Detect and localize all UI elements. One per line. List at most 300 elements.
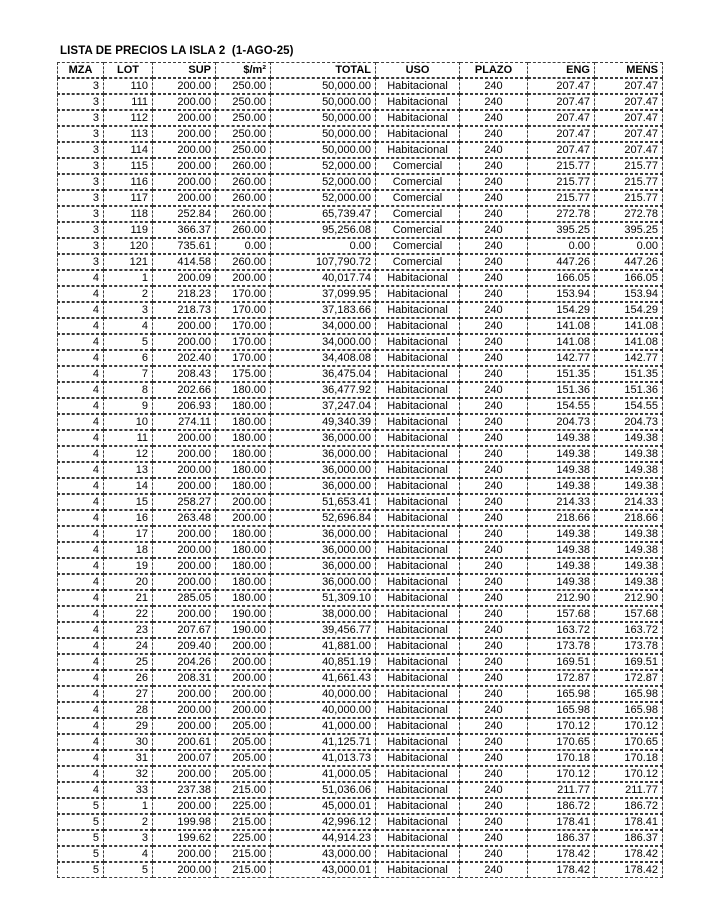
- cell-mens: 149.38: [595, 430, 663, 446]
- cell-sup: 199.98: [153, 814, 216, 830]
- cell-mza: 4: [57, 446, 104, 462]
- cell-plazo: 240: [460, 142, 528, 158]
- cell-plazo: 240: [460, 750, 528, 766]
- cell-lot: 5: [104, 334, 153, 350]
- cell-pm2: 175.00: [216, 366, 271, 382]
- cell-eng: 272.78: [528, 206, 595, 222]
- cell-plazo: 240: [460, 222, 528, 238]
- cell-total: 49,340.39: [271, 414, 376, 430]
- cell-total: 44,914.23: [271, 830, 376, 846]
- column-header-total: TOTAL: [271, 62, 376, 78]
- cell-uso: Habitacional: [376, 558, 460, 574]
- cell-pm2: 170.00: [216, 350, 271, 366]
- cell-plazo: 240: [460, 702, 528, 718]
- table-row: [57, 766, 663, 782]
- cell-total: 37,247.04: [271, 398, 376, 414]
- cell-uso: Habitacional: [376, 862, 460, 878]
- cell-lot: 116: [104, 174, 153, 190]
- cell-total: 40,017.74: [271, 270, 376, 286]
- cell-sup: 200.61: [153, 734, 216, 750]
- cell-total: 51,309.10: [271, 590, 376, 606]
- cell-sup: 200.00: [153, 862, 216, 878]
- cell-mens: 207.47: [595, 94, 663, 110]
- cell-lot: 33: [104, 782, 153, 798]
- cell-sup: 208.31: [153, 670, 216, 686]
- cell-eng: 447.26: [528, 254, 595, 270]
- cell-total: 42,996.12: [271, 814, 376, 830]
- cell-uso: Habitacional: [376, 622, 460, 638]
- cell-plazo: 240: [460, 622, 528, 638]
- cell-pm2: 260.00: [216, 222, 271, 238]
- cell-mens: 212.90: [595, 590, 663, 606]
- cell-pm2: 180.00: [216, 382, 271, 398]
- cell-mza: 4: [57, 286, 104, 302]
- cell-sup: 200.00: [153, 110, 216, 126]
- table-row: [57, 606, 663, 622]
- cell-eng: 170.12: [528, 718, 595, 734]
- cell-mens: 207.47: [595, 126, 663, 142]
- cell-sup: 237.38: [153, 782, 216, 798]
- cell-pm2: 180.00: [216, 430, 271, 446]
- cell-plazo: 240: [460, 318, 528, 334]
- table-row: [57, 814, 663, 830]
- cell-mens: 149.38: [595, 478, 663, 494]
- cell-total: 40,851.19: [271, 654, 376, 670]
- cell-sup: 200.00: [153, 702, 216, 718]
- cell-sup: 209.40: [153, 638, 216, 654]
- cell-mens: 149.38: [595, 558, 663, 574]
- cell-mza: 3: [57, 222, 104, 238]
- cell-lot: 9: [104, 398, 153, 414]
- cell-mza: 4: [57, 718, 104, 734]
- cell-pm2: 215.00: [216, 782, 271, 798]
- cell-uso: Habitacional: [376, 446, 460, 462]
- cell-eng: 212.90: [528, 590, 595, 606]
- table-row: [57, 510, 663, 526]
- cell-plazo: 240: [460, 670, 528, 686]
- cell-mza: 4: [57, 590, 104, 606]
- cell-pm2: 260.00: [216, 254, 271, 270]
- cell-mens: 186.72: [595, 798, 663, 814]
- cell-mza: 4: [57, 270, 104, 286]
- cell-total: 0.00: [271, 238, 376, 254]
- cell-pm2: 250.00: [216, 110, 271, 126]
- cell-eng: 173.78: [528, 638, 595, 654]
- cell-uso: Habitacional: [376, 670, 460, 686]
- cell-uso: Habitacional: [376, 814, 460, 830]
- cell-uso: Habitacional: [376, 750, 460, 766]
- cell-pm2: 170.00: [216, 302, 271, 318]
- cell-lot: 117: [104, 190, 153, 206]
- cell-sup: 218.23: [153, 286, 216, 302]
- cell-pm2: 180.00: [216, 526, 271, 542]
- cell-uso: Habitacional: [376, 126, 460, 142]
- cell-mens: 157.68: [595, 606, 663, 622]
- cell-mza: 4: [57, 782, 104, 798]
- cell-plazo: 240: [460, 830, 528, 846]
- cell-mza: 4: [57, 366, 104, 382]
- cell-uso: Habitacional: [376, 270, 460, 286]
- table-row: [57, 846, 663, 862]
- cell-mens: 215.77: [595, 158, 663, 174]
- table-row: [57, 142, 663, 158]
- cell-sup: 199.62: [153, 830, 216, 846]
- cell-sup: 258.27: [153, 494, 216, 510]
- cell-total: 36,000.00: [271, 446, 376, 462]
- cell-lot: 13: [104, 462, 153, 478]
- cell-sup: 200.00: [153, 846, 216, 862]
- cell-mens: 165.98: [595, 702, 663, 718]
- cell-total: 52,696.84: [271, 510, 376, 526]
- cell-mens: 165.98: [595, 686, 663, 702]
- cell-pm2: 180.00: [216, 462, 271, 478]
- cell-eng: 149.38: [528, 462, 595, 478]
- cell-eng: 141.08: [528, 334, 595, 350]
- cell-sup: 200.00: [153, 606, 216, 622]
- cell-mens: 207.47: [595, 110, 663, 126]
- cell-plazo: 240: [460, 862, 528, 878]
- cell-uso: Habitacional: [376, 286, 460, 302]
- cell-mza: 4: [57, 398, 104, 414]
- cell-mens: 0.00: [595, 238, 663, 254]
- cell-eng: 395.25: [528, 222, 595, 238]
- cell-sup: 414.58: [153, 254, 216, 270]
- cell-mens: 163.72: [595, 622, 663, 638]
- cell-pm2: 250.00: [216, 94, 271, 110]
- column-header-lot: LOT: [104, 62, 153, 78]
- cell-sup: 208.43: [153, 366, 216, 382]
- cell-pm2: 180.00: [216, 414, 271, 430]
- cell-lot: 17: [104, 526, 153, 542]
- cell-sup: 200.00: [153, 558, 216, 574]
- cell-lot: 8: [104, 382, 153, 398]
- cell-lot: 6: [104, 350, 153, 366]
- table-row: [57, 446, 663, 462]
- cell-total: 36,000.00: [271, 478, 376, 494]
- cell-lot: 16: [104, 510, 153, 526]
- cell-mza: 5: [57, 798, 104, 814]
- cell-plazo: 240: [460, 478, 528, 494]
- cell-mens: 447.26: [595, 254, 663, 270]
- cell-total: 41,881.00: [271, 638, 376, 654]
- cell-plazo: 240: [460, 414, 528, 430]
- cell-mza: 5: [57, 830, 104, 846]
- cell-lot: 118: [104, 206, 153, 222]
- cell-mza: 3: [57, 190, 104, 206]
- cell-mens: 141.08: [595, 318, 663, 334]
- cell-uso: Habitacional: [376, 526, 460, 542]
- cell-uso: Habitacional: [376, 510, 460, 526]
- table-row: [57, 702, 663, 718]
- cell-mza: 3: [57, 174, 104, 190]
- cell-sup: 200.00: [153, 718, 216, 734]
- cell-mens: 169.51: [595, 654, 663, 670]
- cell-mza: 3: [57, 238, 104, 254]
- cell-mens: 151.35: [595, 366, 663, 382]
- cell-sup: 200.00: [153, 158, 216, 174]
- cell-uso: Habitacional: [376, 734, 460, 750]
- cell-mens: 149.38: [595, 574, 663, 590]
- cell-sup: 200.00: [153, 686, 216, 702]
- cell-uso: Habitacional: [376, 798, 460, 814]
- cell-sup: 200.07: [153, 750, 216, 766]
- cell-sup: 200.00: [153, 142, 216, 158]
- cell-mens: 395.25: [595, 222, 663, 238]
- cell-uso: Habitacional: [376, 686, 460, 702]
- cell-lot: 11: [104, 430, 153, 446]
- cell-pm2: 200.00: [216, 702, 271, 718]
- cell-plazo: 240: [460, 638, 528, 654]
- table-row: [57, 686, 663, 702]
- cell-plazo: 240: [460, 158, 528, 174]
- table-row: [57, 382, 663, 398]
- table-row: [57, 158, 663, 174]
- cell-total: 36,000.00: [271, 558, 376, 574]
- cell-plazo: 240: [460, 526, 528, 542]
- cell-mens: 151.36: [595, 382, 663, 398]
- table-row: [57, 318, 663, 334]
- cell-total: 50,000.00: [271, 126, 376, 142]
- cell-mza: 4: [57, 462, 104, 478]
- cell-eng: 149.38: [528, 542, 595, 558]
- cell-mza: 4: [57, 750, 104, 766]
- cell-lot: 22: [104, 606, 153, 622]
- cell-total: 50,000.00: [271, 110, 376, 126]
- cell-pm2: 200.00: [216, 638, 271, 654]
- cell-total: 37,099.95: [271, 286, 376, 302]
- cell-sup: 274.11: [153, 414, 216, 430]
- cell-plazo: 240: [460, 766, 528, 782]
- cell-uso: Habitacional: [376, 318, 460, 334]
- cell-eng: 218.66: [528, 510, 595, 526]
- cell-sup: 202.66: [153, 382, 216, 398]
- cell-plazo: 240: [460, 718, 528, 734]
- cell-plazo: 240: [460, 430, 528, 446]
- cell-eng: 154.55: [528, 398, 595, 414]
- cell-mza: 4: [57, 558, 104, 574]
- cell-sup: 204.26: [153, 654, 216, 670]
- cell-pm2: 205.00: [216, 750, 271, 766]
- cell-eng: 178.41: [528, 814, 595, 830]
- cell-mza: 4: [57, 382, 104, 398]
- cell-uso: Habitacional: [376, 542, 460, 558]
- cell-total: 36,000.00: [271, 574, 376, 590]
- cell-total: 52,000.00: [271, 190, 376, 206]
- table-row: [57, 238, 663, 254]
- cell-eng: 157.68: [528, 606, 595, 622]
- cell-uso: Habitacional: [376, 766, 460, 782]
- cell-lot: 21: [104, 590, 153, 606]
- cell-pm2: 205.00: [216, 734, 271, 750]
- table-row: [57, 206, 663, 222]
- cell-total: 36,000.00: [271, 430, 376, 446]
- cell-mza: 3: [57, 126, 104, 142]
- cell-eng: 163.72: [528, 622, 595, 638]
- cell-sup: 200.00: [153, 94, 216, 110]
- cell-mens: 214.33: [595, 494, 663, 510]
- cell-total: 41,125.71: [271, 734, 376, 750]
- cell-total: 95,256.08: [271, 222, 376, 238]
- cell-uso: Habitacional: [376, 382, 460, 398]
- cell-uso: Habitacional: [376, 782, 460, 798]
- cell-mza: 4: [57, 334, 104, 350]
- header-row: [57, 62, 663, 78]
- cell-mza: 3: [57, 110, 104, 126]
- cell-pm2: 225.00: [216, 830, 271, 846]
- table-row: [57, 590, 663, 606]
- cell-mza: 4: [57, 302, 104, 318]
- cell-uso: Comercial: [376, 206, 460, 222]
- cell-uso: Habitacional: [376, 110, 460, 126]
- cell-sup: 200.00: [153, 766, 216, 782]
- cell-pm2: 200.00: [216, 510, 271, 526]
- cell-sup: 206.93: [153, 398, 216, 414]
- cell-plazo: 240: [460, 254, 528, 270]
- cell-lot: 4: [104, 318, 153, 334]
- cell-eng: 153.94: [528, 286, 595, 302]
- cell-total: 34,000.00: [271, 318, 376, 334]
- column-header-pm2: $/m²: [216, 62, 271, 78]
- cell-mens: 149.38: [595, 446, 663, 462]
- table-row: [57, 526, 663, 542]
- cell-eng: 215.77: [528, 174, 595, 190]
- cell-plazo: 240: [460, 366, 528, 382]
- cell-pm2: 180.00: [216, 590, 271, 606]
- cell-mza: 4: [57, 766, 104, 782]
- cell-lot: 115: [104, 158, 153, 174]
- cell-eng: 207.47: [528, 78, 595, 94]
- cell-eng: 165.98: [528, 702, 595, 718]
- cell-mza: 5: [57, 862, 104, 878]
- cell-plazo: 240: [460, 542, 528, 558]
- cell-pm2: 170.00: [216, 286, 271, 302]
- cell-lot: 15: [104, 494, 153, 510]
- cell-lot: 26: [104, 670, 153, 686]
- cell-total: 50,000.00: [271, 78, 376, 94]
- cell-total: 36,475.04: [271, 366, 376, 382]
- cell-mza: 4: [57, 670, 104, 686]
- table-row: [57, 222, 663, 238]
- cell-sup: 200.00: [153, 78, 216, 94]
- cell-sup: 207.67: [153, 622, 216, 638]
- cell-sup: 200.00: [153, 430, 216, 446]
- cell-plazo: 240: [460, 606, 528, 622]
- cell-pm2: 205.00: [216, 718, 271, 734]
- cell-eng: 165.98: [528, 686, 595, 702]
- cell-total: 36,000.00: [271, 542, 376, 558]
- cell-mza: 4: [57, 526, 104, 542]
- cell-lot: 119: [104, 222, 153, 238]
- cell-mens: 154.55: [595, 398, 663, 414]
- table-row: [57, 558, 663, 574]
- table-row: [57, 750, 663, 766]
- cell-uso: Habitacional: [376, 334, 460, 350]
- cell-uso: Habitacional: [376, 414, 460, 430]
- cell-sup: 200.00: [153, 174, 216, 190]
- cell-mens: 211.77: [595, 782, 663, 798]
- cell-eng: 149.38: [528, 558, 595, 574]
- cell-plazo: 240: [460, 174, 528, 190]
- cell-uso: Habitacional: [376, 478, 460, 494]
- cell-mens: 207.47: [595, 142, 663, 158]
- cell-uso: Habitacional: [376, 830, 460, 846]
- table-row: [57, 110, 663, 126]
- cell-uso: Habitacional: [376, 606, 460, 622]
- cell-mza: 4: [57, 542, 104, 558]
- table-row: [57, 398, 663, 414]
- table-row: [57, 670, 663, 686]
- table-row: [57, 574, 663, 590]
- cell-eng: 215.77: [528, 158, 595, 174]
- cell-plazo: 240: [460, 350, 528, 366]
- cell-lot: 111: [104, 94, 153, 110]
- cell-lot: 113: [104, 126, 153, 142]
- table-row: [57, 542, 663, 558]
- cell-plazo: 240: [460, 734, 528, 750]
- cell-pm2: 190.00: [216, 606, 271, 622]
- table-row: [57, 462, 663, 478]
- cell-sup: 200.00: [153, 574, 216, 590]
- cell-mens: 153.94: [595, 286, 663, 302]
- cell-eng: 149.38: [528, 430, 595, 446]
- cell-plazo: 240: [460, 270, 528, 286]
- cell-uso: Habitacional: [376, 350, 460, 366]
- table-row: [57, 830, 663, 846]
- cell-mens: 186.37: [595, 830, 663, 846]
- cell-mza: 4: [57, 478, 104, 494]
- cell-lot: 24: [104, 638, 153, 654]
- cell-pm2: 200.00: [216, 686, 271, 702]
- cell-uso: Habitacional: [376, 702, 460, 718]
- cell-pm2: 190.00: [216, 622, 271, 638]
- cell-sup: 200.00: [153, 478, 216, 494]
- cell-total: 41,000.00: [271, 718, 376, 734]
- cell-lot: 30: [104, 734, 153, 750]
- cell-plazo: 240: [460, 558, 528, 574]
- cell-plazo: 240: [460, 462, 528, 478]
- table-row: [57, 174, 663, 190]
- cell-eng: 207.47: [528, 110, 595, 126]
- cell-lot: 12: [104, 446, 153, 462]
- cell-sup: 202.40: [153, 350, 216, 366]
- cell-uso: Comercial: [376, 158, 460, 174]
- cell-sup: 252.84: [153, 206, 216, 222]
- cell-mza: 3: [57, 142, 104, 158]
- cell-total: 50,000.00: [271, 142, 376, 158]
- cell-total: 38,000.00: [271, 606, 376, 622]
- cell-uso: Habitacional: [376, 590, 460, 606]
- cell-eng: 186.37: [528, 830, 595, 846]
- cell-lot: 28: [104, 702, 153, 718]
- cell-eng: 186.72: [528, 798, 595, 814]
- cell-sup: 285.05: [153, 590, 216, 606]
- cell-mza: 3: [57, 94, 104, 110]
- table-row: [57, 190, 663, 206]
- cell-pm2: 170.00: [216, 318, 271, 334]
- cell-mens: 141.08: [595, 334, 663, 350]
- cell-mza: 5: [57, 846, 104, 862]
- cell-plazo: 240: [460, 382, 528, 398]
- cell-plazo: 240: [460, 574, 528, 590]
- cell-lot: 3: [104, 302, 153, 318]
- cell-plazo: 240: [460, 94, 528, 110]
- cell-mens: 170.18: [595, 750, 663, 766]
- cell-sup: 200.00: [153, 462, 216, 478]
- cell-mens: 170.12: [595, 718, 663, 734]
- cell-eng: 170.12: [528, 766, 595, 782]
- cell-plazo: 240: [460, 510, 528, 526]
- cell-uso: Habitacional: [376, 398, 460, 414]
